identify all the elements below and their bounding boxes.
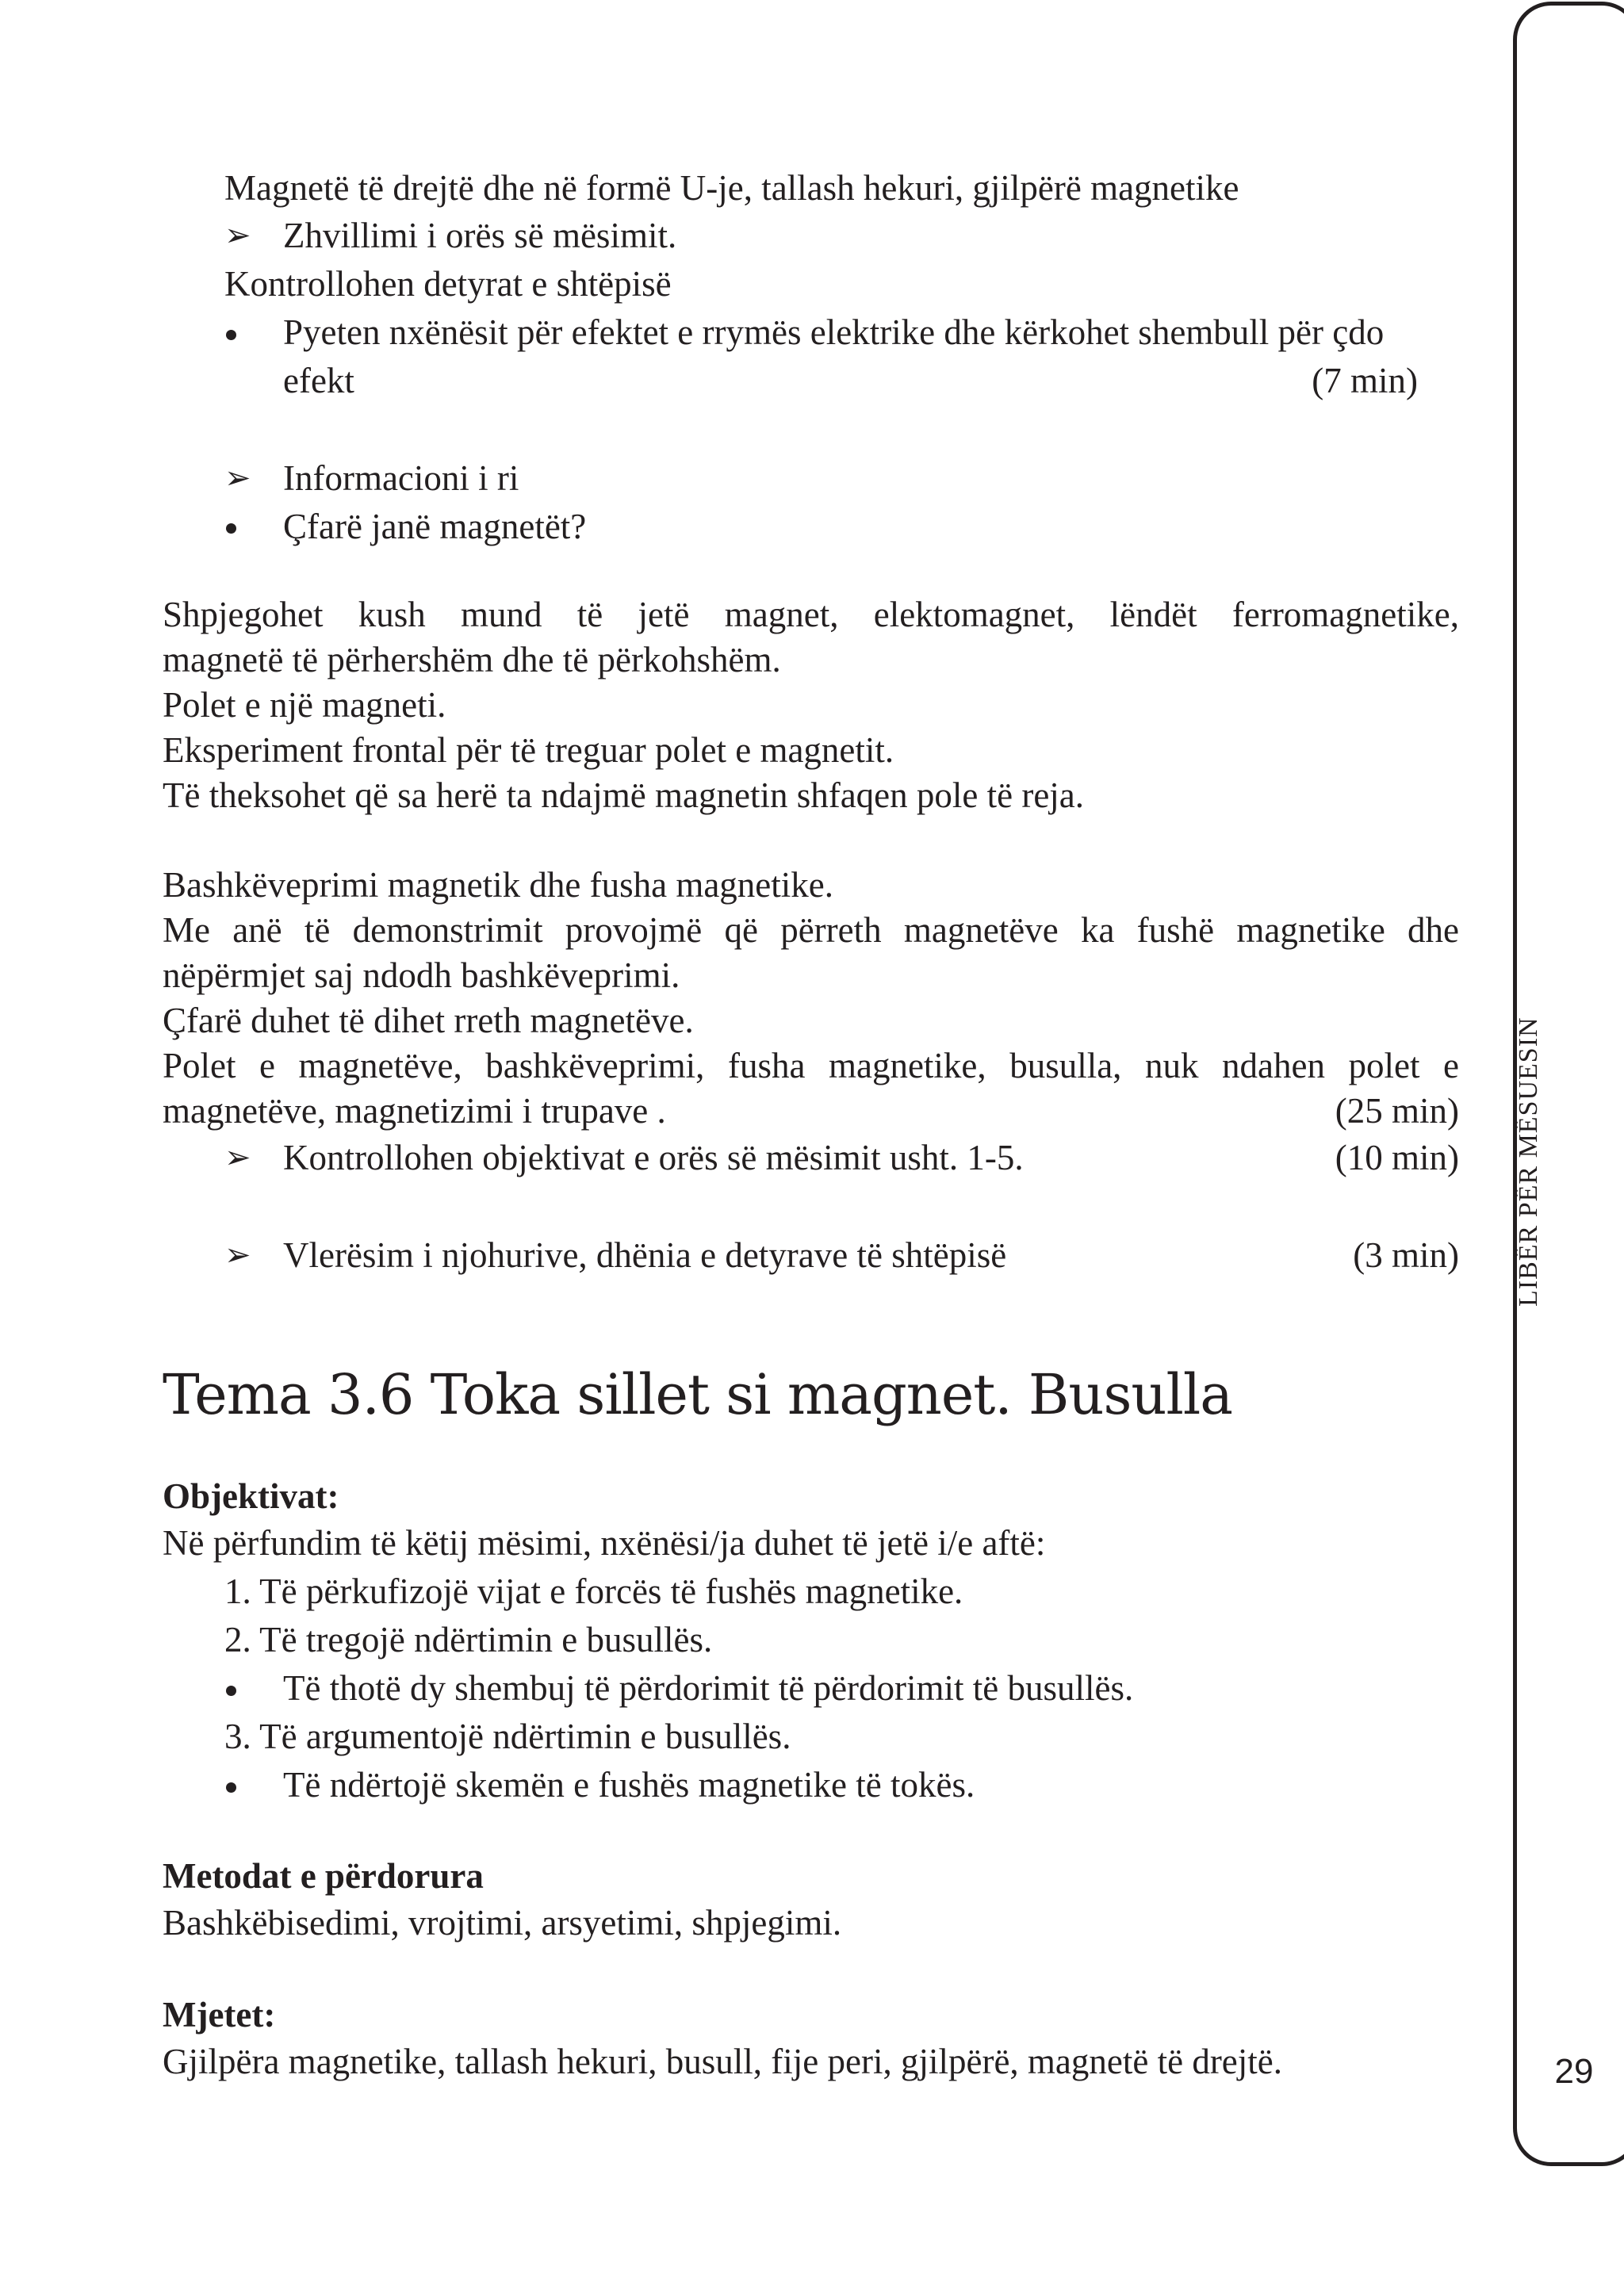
methods-label: Metodat e përdorura — [163, 1856, 484, 1896]
question-time: (7 min) — [1312, 361, 1418, 400]
objective-item: 2. Të tregojë ndërtimin e busullës. — [224, 1620, 713, 1659]
paragraph-2-line-2: Me anë të demonstrimit provojmë që përreth magnetëve ka fushë magnetike dhe — [163, 910, 1459, 950]
materials-line: Magnetë të drejtë dhe në formë U-je, tallash hekuri, gjilpërë magnetike — [224, 168, 1239, 208]
objectives-intro: Në përfundim të këtij mësimi, nxënësi/ja duhet të jetë i/e aftë: — [163, 1523, 1046, 1563]
arrow-bullet-icon: ➢ — [224, 1139, 251, 1176]
objective-item: Të ndërtojë skemën e fushës magnetike të tokës. — [283, 1765, 975, 1805]
objectives-label: Objektivat: — [163, 1476, 339, 1516]
dot-bullet-icon — [226, 1782, 236, 1793]
objective-item: 1. Të përkufizojë vijat e forcës të fushës magnetike. — [224, 1571, 963, 1611]
dot-bullet-icon — [226, 330, 236, 340]
arrow-bullet-icon: ➢ — [224, 217, 251, 254]
paragraph-1-line-4: Eksperiment frontal për të treguar polet e magnetit. — [163, 730, 894, 770]
new-info-item: Informacioni i ri — [283, 458, 519, 498]
arrow-bullet-icon: ➢ — [224, 460, 251, 496]
dot-bullet-icon — [226, 1686, 236, 1696]
paragraph-2-line-5: Polet e magnetëve, bashkëveprimi, fusha magnetike, busulla, nuk ndahen polet e — [163, 1046, 1459, 1085]
question-line-2: efekt — [283, 361, 354, 400]
page-number: 29 — [1554, 2052, 1594, 2091]
dot-bullet-icon — [226, 523, 236, 534]
paragraph-2-line-3: nëpërmjet saj ndodh bashkëveprimi. — [163, 955, 680, 995]
topic-heading: Tema 3.6 Toka sillet si magnet. Busulla — [163, 1362, 1232, 1427]
question-line-1: Pyeten nxënësit për efektet e rrymës elektrike dhe kërkohet shembull për çdo — [283, 312, 1385, 352]
evaluation-time: (3 min) — [1353, 1235, 1459, 1275]
paragraph-2-line-6: magnetëve, magnetizimi i trupave . — [163, 1091, 666, 1131]
paragraph-1-line-3: Polet e një magneti. — [163, 685, 446, 725]
paragraph-1-line-5: Të theksohet që sa herë ta ndajmë magnetin shfaqen pole të reja. — [163, 775, 1085, 815]
objective-item: Të thotë dy shembuj të përdorimit të përdorimit të busullës. — [283, 1668, 1134, 1708]
development-item: Zhvillimi i orës së mësimit. — [283, 216, 677, 255]
tools-label: Mjetet: — [163, 1995, 276, 2035]
paragraph-1-line-2: magnetë të përhershëm dhe të përkohshëm. — [163, 640, 781, 679]
objectives-check-item: Kontrollohen objektivat e orës së mësimit usht. 1-5. — [283, 1138, 1024, 1177]
evaluation-item: Vlerësim i njohurive, dhënia e detyrave të shtëpisë — [283, 1235, 1007, 1275]
methods-text: Bashkëbisedimi, vrojtimi, arsyetimi, shpjegimi. — [163, 1903, 842, 1943]
objectives-check-time: (10 min) — [1335, 1138, 1459, 1177]
arrow-bullet-icon: ➢ — [224, 1237, 251, 1273]
paragraph-1-line-1: Shpjegohet kush mund të jetë magnet, elektomagnet, lëndët ferromagnetike, — [163, 595, 1459, 634]
homework-check-line: Kontrollohen detyrat e shtëpisë — [224, 264, 672, 304]
paragraph-2-line-4: Çfarë duhet të dihet rreth magnetëve. — [163, 1001, 694, 1040]
objective-item: 3. Të argumentojë ndërtimin e busullës. — [224, 1717, 791, 1756]
what-magnets-item: Çfarë janë magnetët? — [283, 507, 587, 546]
paragraph-2-line-1: Bashkëveprimi magnetik dhe fusha magnetike. — [163, 865, 834, 905]
tools-text: Gjilpëra magnetike, tallash hekuri, busull, fije peri, gjilpërë, magnetë të drejtë. — [163, 2042, 1283, 2081]
paragraph-2-time: (25 min) — [1335, 1091, 1459, 1131]
